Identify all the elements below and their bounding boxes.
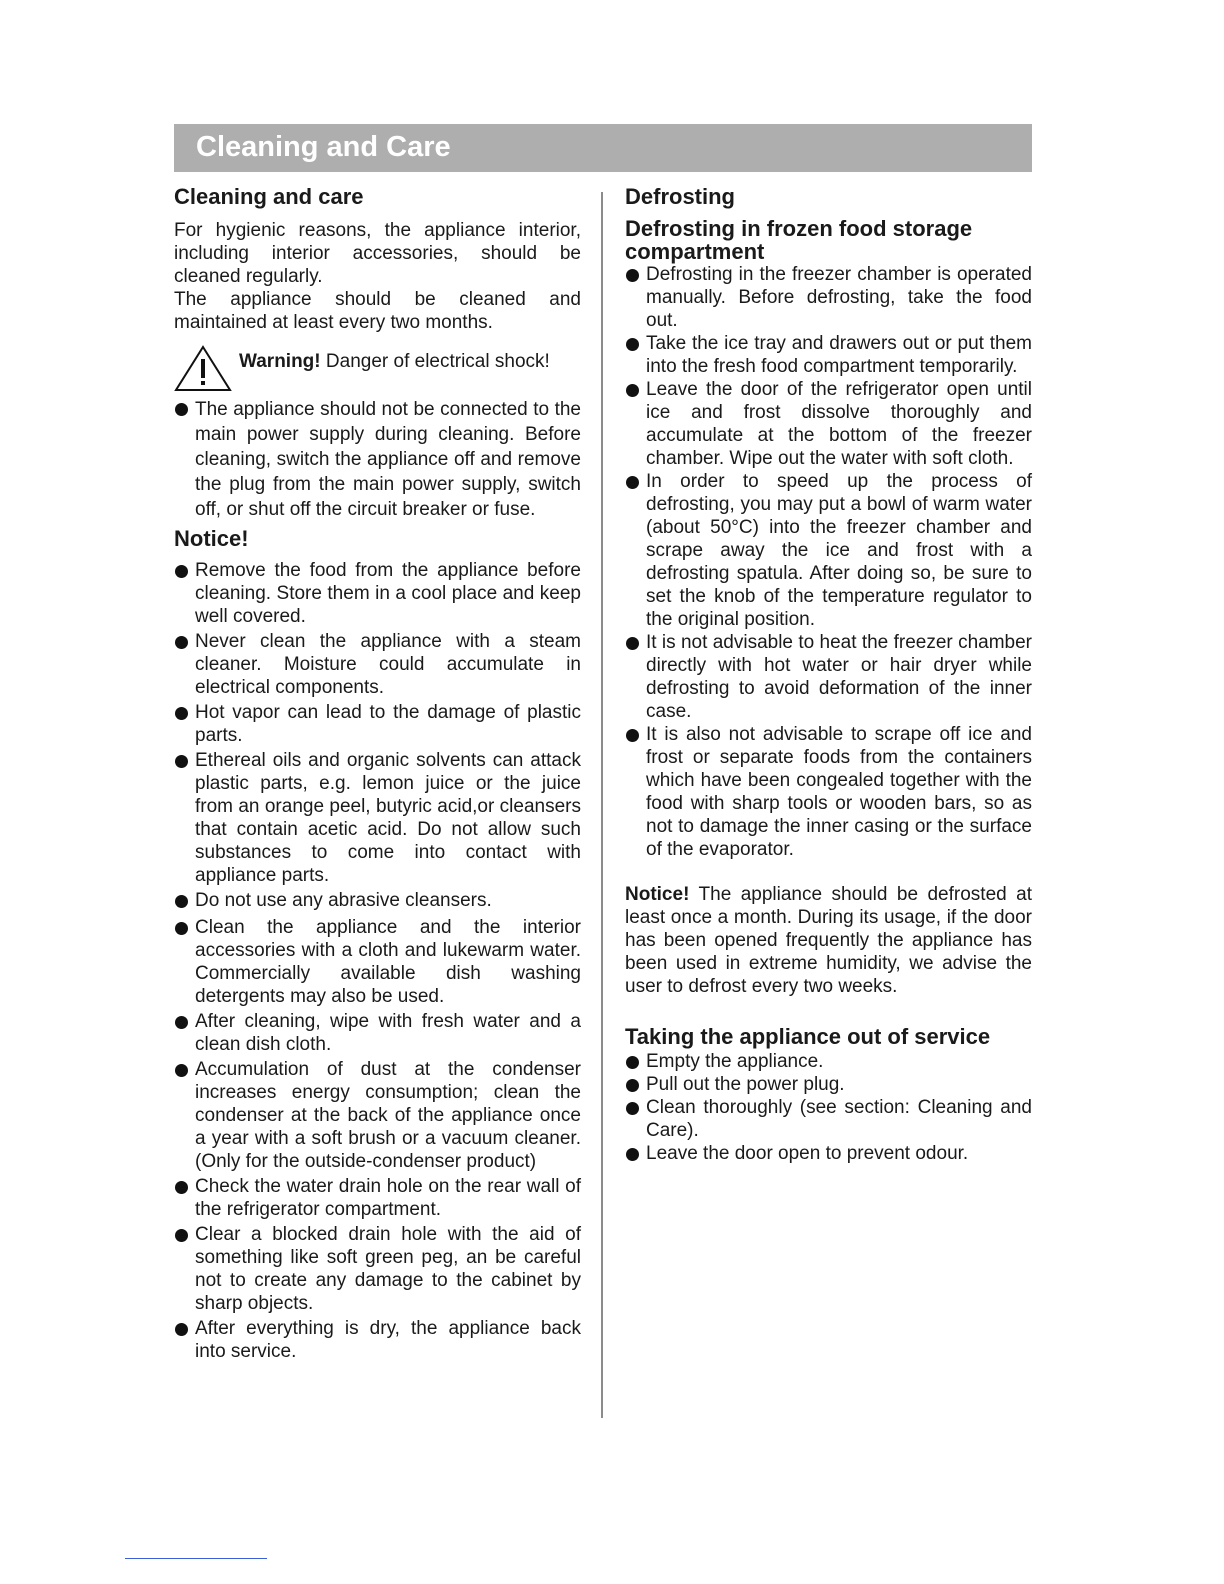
list-item: Defrosting in the freezer chamber is operated manually. Before defrosting, take the food out. [625,263,1032,332]
list-item: Leave the door open to prevent odour. [625,1142,1032,1165]
warning-label: Warning! [239,351,321,372]
footer-rule [125,1558,267,1559]
notice-list [174,559,581,1363]
list-item: Do not use any abrasive cleansers. [174,889,581,912]
list-item: It is not advisable to heat the freezer chamber directly with hot water or hair dryer while defrosting to avoid deformation of the inner case. [625,631,1032,723]
list-item: Ethereal oils and organic solvents can attack plastic parts, e.g. lemon juice or the juice from an orange peel, butyric acid,or cleansers that contain acetic acid. Do not allow such substances to come into contact with appliance parts. [174,749,581,887]
defrosting-heading: Defrosting [625,184,735,209]
list-item: Clean the appliance and the interior accessories with a cloth and lukewarm water. Commercially available dish washing detergents may also be used. [174,916,581,1008]
warning-list [174,397,581,522]
warning-text: Danger of electrical shock! [325,351,550,372]
list-item: The appliance should not be connected to the main power supply during cleaning. Before cleaning, switch the appliance off and remove the plug from the main power supply, switch off, or shut off the circuit breaker or fuse. [174,397,581,522]
cleaning-heading: Cleaning and care [174,184,364,209]
warning-block [174,342,581,392]
column-divider [601,192,603,1418]
list-item: Accumulation of dust at the condenser increases energy consumption; clean the condenser at the back of the appliance once a year with a soft brush or a vacuum cleaner.(Only for the outside-condenser product) [174,1058,581,1173]
list-item: Check the water drain hole on the rear wall of the refrigerator compartment. [174,1175,581,1221]
section-title: Cleaning and Care [196,131,451,163]
list-item: Clear a blocked drain hole with the aid of something like soft green peg, an be careful not to create any damage to the cabinet by sharp objects. [174,1223,581,1315]
defrosting-list [625,263,1032,861]
intro-paragraph: The appliance should be cleaned and maintained at least every two months. [174,289,581,333]
list-item: Clean thoroughly (see section: Cleaning and Care). [625,1096,1032,1142]
defrosting-subheading: Defrosting in frozen food storage compartment [625,216,973,264]
intro-paragraph: For hygienic reasons, the appliance interior, including interior accessories, should be cleaned regularly. [174,220,581,287]
right-column [625,184,1032,1165]
list-item: In order to speed up the process of defrosting, you may put a bowl of warm water (about 50°C) into the freezer chamber and scrape away the ice and frost with a defrosting spatula. After doing so, be sure to set the knob of the temperature regulator to the original position. [625,470,1032,631]
list-item: Remove the food from the appliance before cleaning. Store them in a cool place and keep well covered. [174,559,581,628]
list-item: After everything is dry, the appliance back into service. [174,1317,581,1363]
list-item: After cleaning, wipe with fresh water and a clean dish cloth. [174,1010,581,1056]
list-item: Pull out the power plug. [625,1073,1032,1096]
service-list [625,1050,1032,1165]
list-item: It is also not advisable to scrape off ice and frost or separate foods from the containers which have been congealed together with the food with sharp tools or wooden bars, so as not to damage the inner casing or the surface of the evaporator. [625,723,1032,861]
list-item: Leave the door of the refrigerator open until ice and frost dissolve thoroughly and accumulate at the bottom of the freezer chamber. Wipe out the water with soft cloth. [625,378,1032,470]
left-column [174,184,581,1363]
service-heading: Taking the appliance out of service [625,1024,991,1049]
notice-heading: Notice! [174,526,249,551]
list-item: Empty the appliance. [625,1050,1032,1073]
section-banner [174,124,1032,172]
list-item: Never clean the appliance with a steam cleaner. Moisture could accumulate in electrical components. [174,630,581,699]
list-item: Hot vapor can lead to the damage of plastic parts. [174,701,581,747]
warning-triangle-icon [174,344,232,392]
notice-text: The appliance should be defrosted at least once a month. During its usage, if the door has been opened frequently the appliance has been used in extreme humidity, we advise the user to defrost every two weeks. [625,884,1033,997]
defrost-notice [625,883,1032,998]
notice-label: Notice! [625,884,690,905]
list-item: Take the ice tray and drawers out or put them into the fresh food compartment temporarily. [625,332,1032,378]
